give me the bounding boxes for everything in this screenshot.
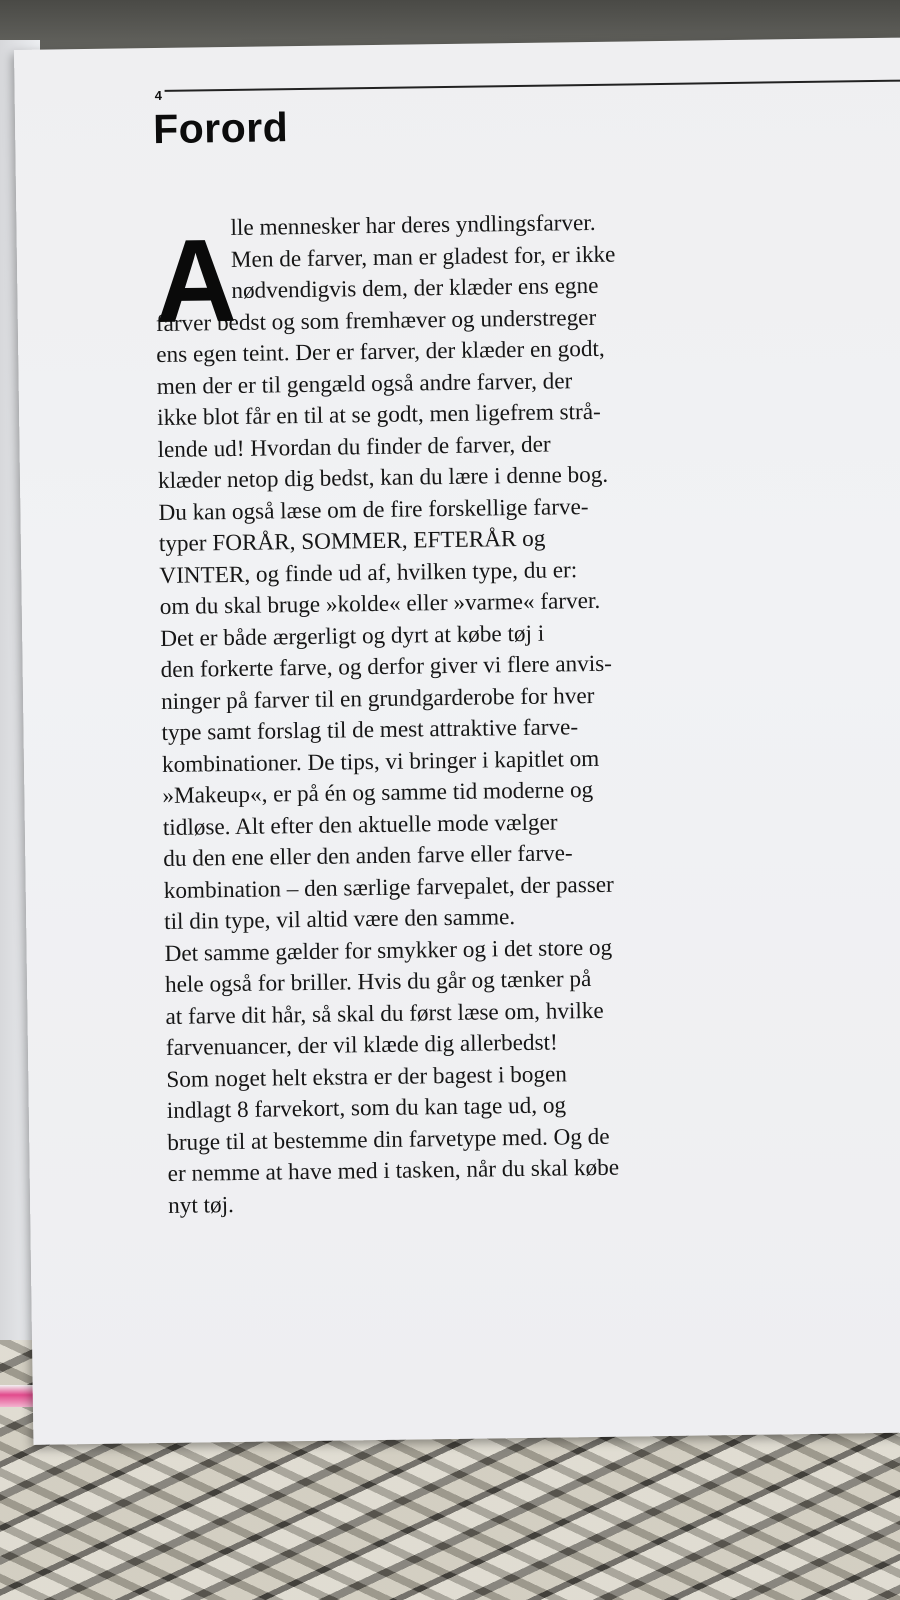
text-line: lle mennesker har deres yndlingsfarver. xyxy=(230,209,596,241)
text-line: VINTER, og finde ud af, hvilken type, du er: xyxy=(159,556,578,589)
text-line: kombinationer. De tips, vi bringer i kapitlet om xyxy=(161,745,600,778)
text-line: indlagt 8 farvekort, som du kan tage ud, og xyxy=(166,1092,567,1124)
text-line: Det er både ærgerligt og dyrt at købe tøj i xyxy=(160,620,545,652)
text-line: farvenuancer, der vil klæde dig allerbedst! xyxy=(165,1029,558,1061)
text-line: kombination – den særlige farvepalet, der passer xyxy=(163,871,614,904)
drop-cap: A xyxy=(154,214,238,349)
text-line: typer FORÅR, SOMMER, EFTERÅR og xyxy=(158,525,546,558)
text-line: ninger på farver til en grundgarderobe for hver xyxy=(160,682,595,715)
text-line: lende ud! Hvordan du finder de farver, der xyxy=(157,431,551,463)
text-line: ikke blot får en til at se godt, men ligefrem strå- xyxy=(156,398,601,432)
text-line: du den ene eller den anden farve eller farve- xyxy=(163,840,573,872)
text-line: Det samme gælder for smykker og i det store og xyxy=(164,934,613,967)
text-line: ens egen teint. Der er farver, der klæder en godt, xyxy=(156,335,605,369)
page-number: 4 xyxy=(154,87,162,104)
text-line: nyt tøj. xyxy=(167,1191,235,1219)
text-line: den forkerte farve, og derfor giver vi flere anvis- xyxy=(160,650,613,684)
page-title: Forord xyxy=(152,104,289,153)
text-line: farver bedst og som fremhæver og understreger xyxy=(155,304,597,337)
text-line: om du skal bruge »kolde« eller »varme« farver. xyxy=(159,587,601,621)
text-line: men der er til gengæld også andre farver, der xyxy=(156,367,573,400)
text-line: bruge til at bestemme din farvetype med. Og de xyxy=(167,1123,610,1156)
header-rule xyxy=(165,80,900,92)
book-page xyxy=(14,38,900,1445)
text-line: er nemme at have med i tasken, når du skal købe xyxy=(167,1154,620,1187)
text-line: Men de farver, man er gladest for, er ikke xyxy=(230,241,616,273)
text-line: til din type, vil altid være den samme. xyxy=(164,904,516,935)
text-line: Som noget helt ekstra er der bagest i bogen xyxy=(166,1060,568,1093)
text-line: at farve dit hår, så skal du først læse om, hvilke xyxy=(165,997,604,1030)
text-line: »Makeup«, er på én og samme tid moderne og xyxy=(162,776,594,809)
text-line: Du kan også læse om de fire forskellige farve- xyxy=(158,493,589,526)
body-text xyxy=(154,206,728,1222)
text-line: klæder netop dig bedst, kan du lære i denne bog. xyxy=(157,461,609,495)
text-line: tidløse. Alt efter den aktuelle mode vælger xyxy=(162,808,558,841)
text-line: type samt forslag til de mest attraktive farve- xyxy=(161,714,579,747)
text-line: nødvendigvis dem, der klæder ens egne xyxy=(231,272,599,304)
text-line: hele også for briller. Hvis du går og tænker på xyxy=(164,966,592,998)
